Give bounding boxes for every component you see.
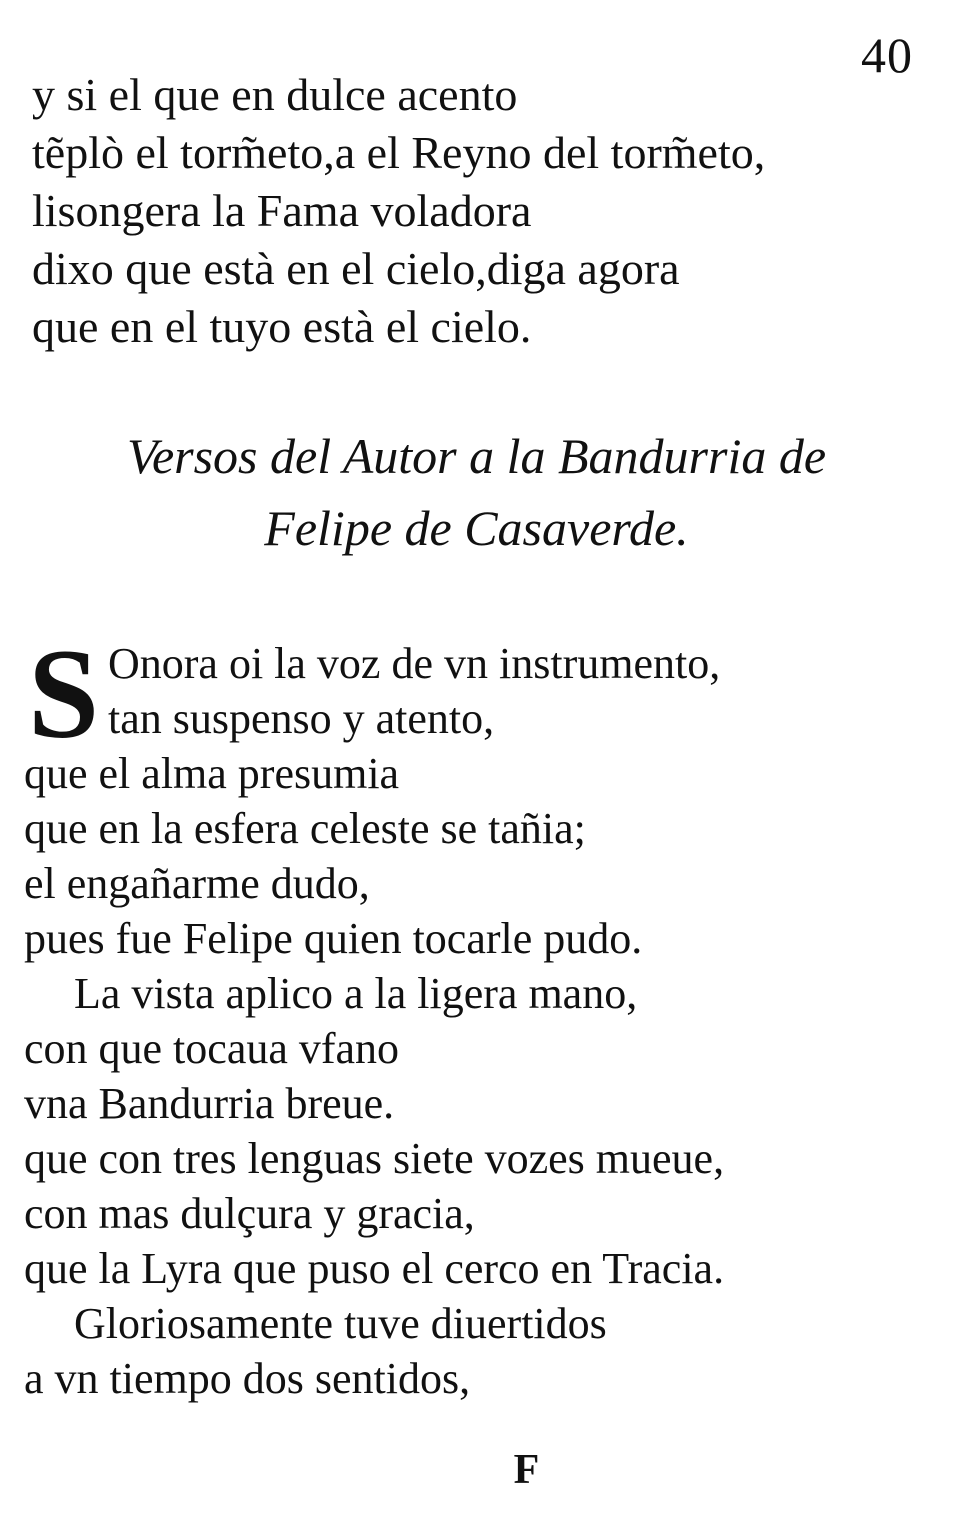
verse-line: vna Bandurria breue. [24,1079,395,1128]
page-number: 40 [861,27,913,83]
drop-cap: S [28,623,100,765]
verse-line: que con tres lenguas siete vozes mueue, [24,1134,725,1183]
heading-line-2: Felipe de Casaverde. [264,500,689,556]
verse-line: que la Lyra que puso el cerco en Tracia. [24,1244,725,1293]
poem-heading [0,420,953,564]
stanza-start-line: La vista aplico a la ligera mano, [74,969,638,1018]
verse-line: tan suspenso y atento, [108,694,495,743]
verse-line: a vn tiempo dos sentidos, [24,1354,471,1403]
verse-line: y si el que en dulce acento [32,69,518,120]
stanza-start-line: Gloriosamente tuve diuertidos [74,1299,607,1348]
heading-line-1: Versos del Autor a la Bandurria de [126,428,827,484]
verse-line: con que tocaua vfano [24,1024,400,1073]
first-line-text: Onora oi la voz de vn instrumento, [108,639,721,688]
verse-line: el engañarme dudo, [24,859,370,908]
poem-body [24,623,924,1406]
verse-line: lisongera la Fama voladora [32,185,532,236]
verse-line: dixo que està en el cielo,diga agora [32,243,680,294]
verse-line: que en la esfera celeste se tañia; [24,804,586,853]
verse-line: pues fue Felipe quien tocarle pudo. [24,914,643,963]
top-stanza [32,66,922,356]
verse-line: que el alma presumia [24,749,400,798]
verse-line: que en el tuyo està el cielo. [32,301,532,352]
verse-line: tẽplò el torm̃eto,a el Reyno del torm̃eto, [32,127,766,178]
signature-mark: F [513,1447,540,1493]
verse-line: con mas dulçura y gracia, [24,1189,475,1238]
